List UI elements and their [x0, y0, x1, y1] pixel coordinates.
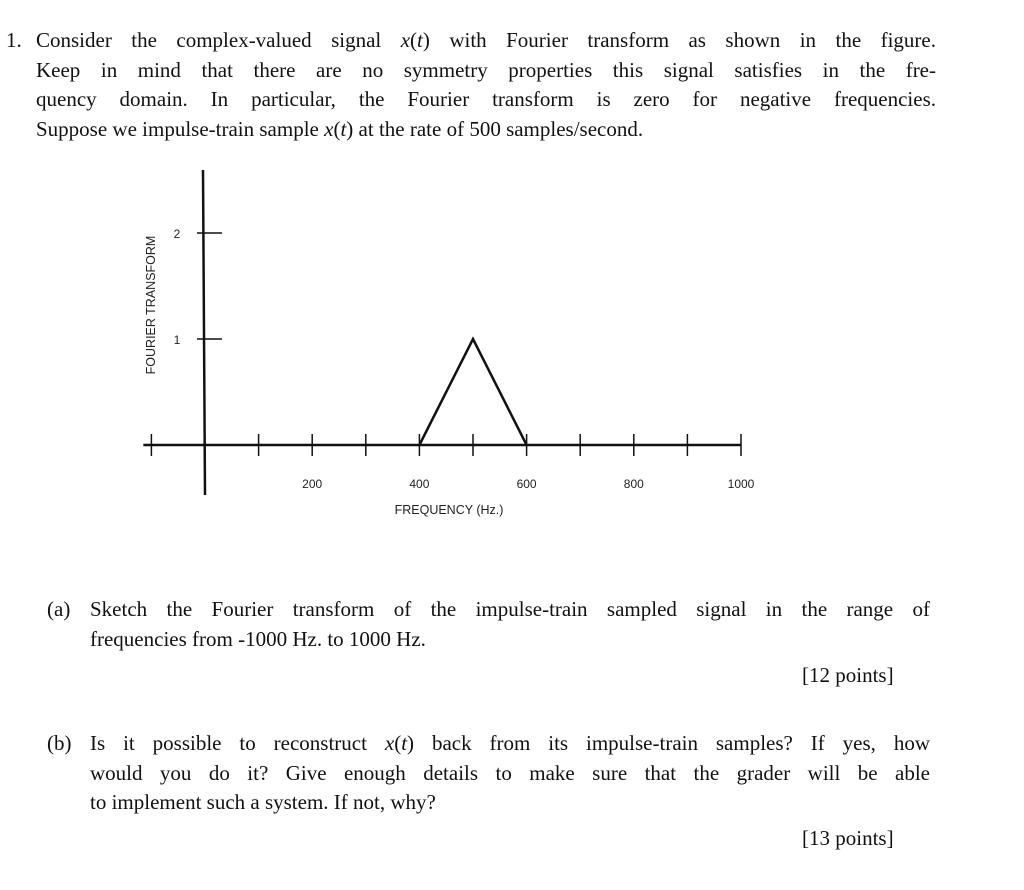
- y-tick-label: 1: [173, 333, 181, 347]
- series-line: [419, 339, 526, 445]
- x-tick-label: 800: [623, 477, 644, 491]
- problem-line: Keep in mind that there are no symmetry properties this signal satisfies in the fre-: [36, 57, 936, 82]
- part-b-line: would you do it? Give enough details to make sure that the grader will be able: [90, 760, 930, 785]
- problem-line: quency domain. In particular, the Fourier transform is zero for negative frequencies.: [36, 87, 936, 111]
- problem-number: 1.: [6, 28, 22, 52]
- part-b-line: Is it possible to reconstruct x(t) back from its impulse-train samples? If yes, how: [90, 731, 931, 755]
- x-tick-label: 200: [302, 477, 323, 491]
- part-b-label: (b): [47, 731, 72, 755]
- x-tick-label: 400: [409, 477, 430, 491]
- part-a-line: frequencies from -1000 Hz. to 1000 Hz.: [90, 626, 426, 651]
- x-axis-label: FREQUENCY (Hz.): [394, 503, 504, 517]
- part-a-line: Sketch the Fourier transform of the impulse-train sampled signal in the range of: [90, 597, 930, 621]
- part-b-line: to implement such a system. If not, why?: [90, 790, 436, 814]
- x-tick-label: 1000: [727, 477, 755, 491]
- part-a-label: (a): [47, 597, 71, 621]
- y-tick-label: 2: [173, 227, 181, 241]
- data-point: [472, 338, 474, 340]
- data-point: [525, 444, 527, 446]
- part-a-points: [12 points]: [802, 663, 894, 687]
- problem-line: Consider the complex-valued signal x(t) with Fourier transform as shown in the figure.: [36, 28, 936, 52]
- x-tick-label: 600: [516, 477, 537, 491]
- y-axis-label: FOURIER TRANSFORM: [144, 235, 158, 375]
- data-point: [418, 444, 420, 446]
- problem-line: Suppose we impulse-train sample x(t) at the rate of 500 samples/second.: [36, 116, 644, 141]
- part-b-points: [13 points]: [802, 826, 894, 850]
